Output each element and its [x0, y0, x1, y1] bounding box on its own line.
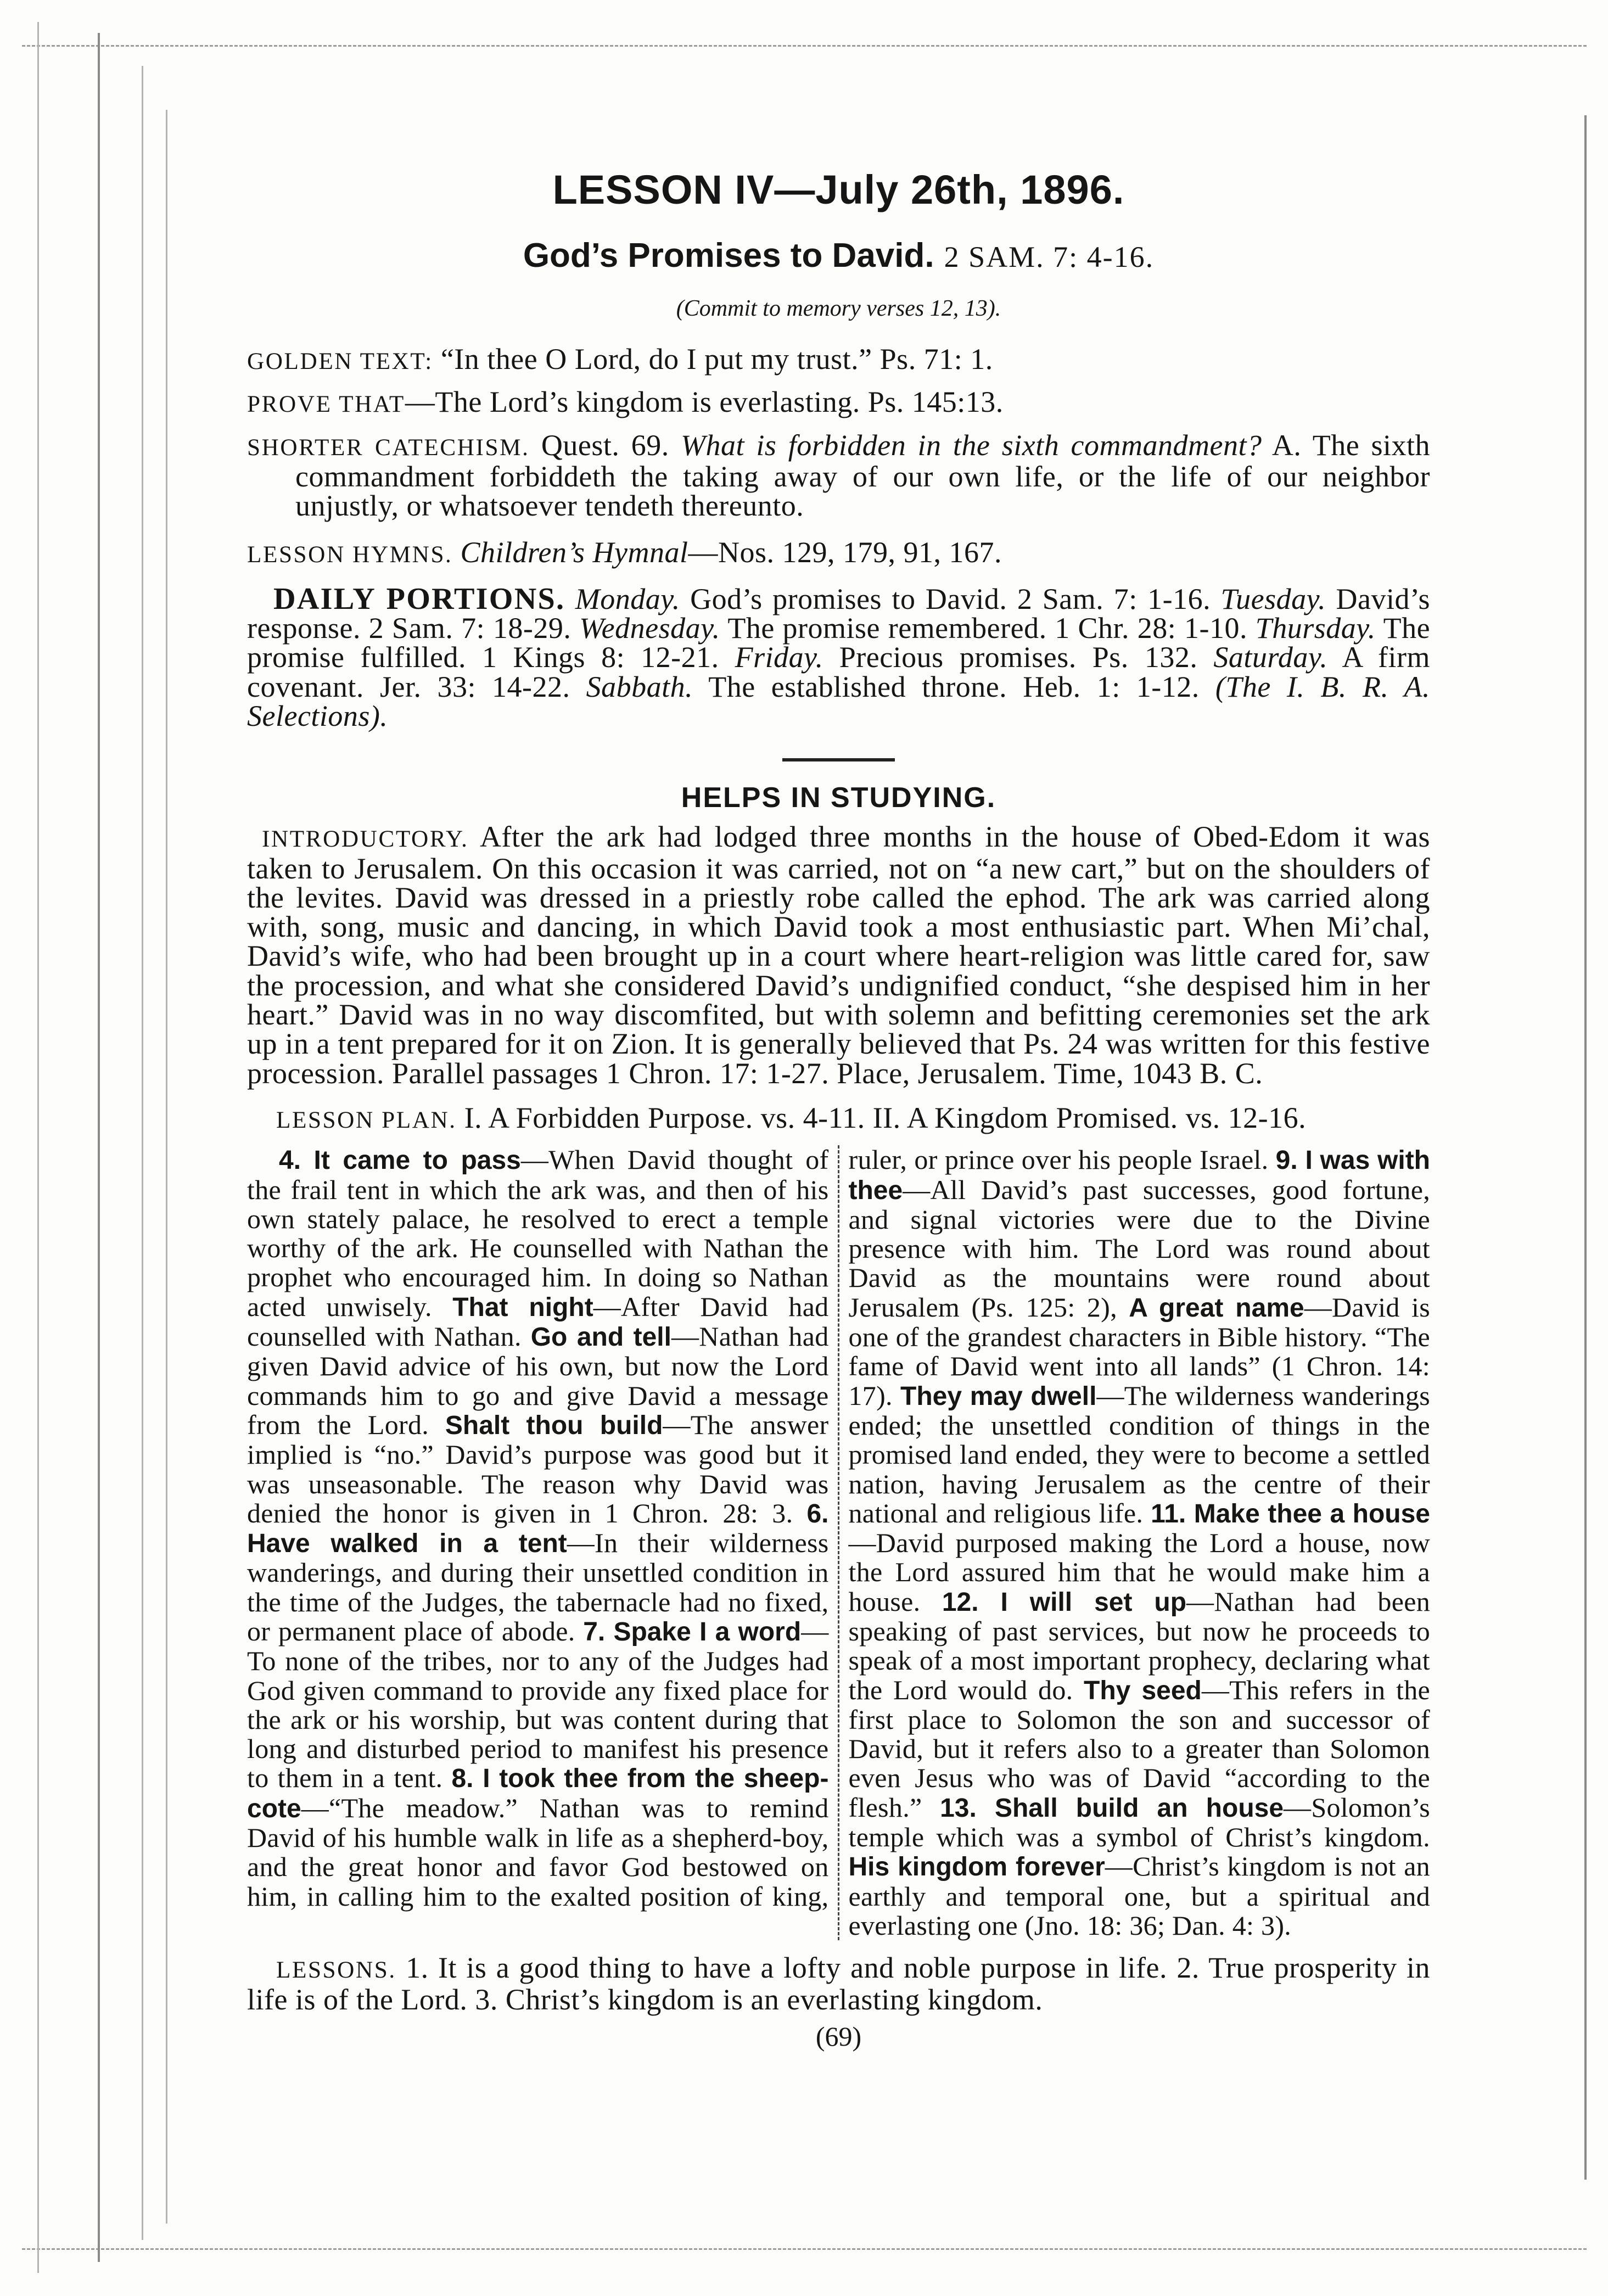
- day-reading: David’s response. 2 Sam. 7: 18-29.: [247, 582, 1431, 645]
- day-name: Sabbath.: [586, 670, 693, 703]
- helps-heading: HELPS IN STUDYING.: [681, 782, 996, 814]
- introductory-text: After the ark had lodged three months in the house of Obed-Edom it was taken to Jerusalem. On this occasion it was carried, not on “a new cart,” but on the shoulders of the levites. David was dressed in a priestly robe called the ephod. The ark was carried along with, song, music and dancing, in which David took a most enthusiastic part. When Mi’chal, David’s wife, who had been brought up in a court where heart-religion was little cared for, saw the procession, and what she considered David’s undignified conduct, “she despised him in her heart.” David was in no way discomfited, but with solemn and befitting ceremonies set the ark up in a tent prepared for it on Zion. It is generally believed that Ps. 24 was written for this festive procession. Parallel passages 1 Chron. 17: 1-27. Place, Jerusalem. Time, 1043 B. C.: [247, 820, 1430, 1090]
- prove-that-body: —The Lord’s kingdom is everlasting. Ps. 145:13.: [405, 385, 1004, 419]
- note-headword: 13. Shall build an house: [940, 1793, 1284, 1823]
- note-text: —After David had counselled with Nathan.: [247, 1291, 829, 1352]
- golden-text-body: “In thee O Lord, do I put my trust.” Ps. 71: 1.: [440, 343, 993, 376]
- note-headword: That night: [452, 1292, 593, 1322]
- day-reading: Precious promises. Ps. 132.: [839, 641, 1198, 674]
- lesson-hymns: [247, 538, 1430, 569]
- note-text: —The answer implied is “no.” David’s purpose was good but it was unseasonable. The reason why David was denied the honor is given in 1 Chron. 28: 3.: [247, 1409, 829, 1528]
- verse-notes: [247, 1145, 1430, 1940]
- note-headword: 6. Have walked in a tent: [247, 1499, 829, 1559]
- catechism-label: SHORTER CATECHISM.: [247, 434, 530, 461]
- day-name: Saturday.: [1213, 641, 1328, 674]
- note-headword: 7. Spake I a word: [583, 1617, 802, 1647]
- hymnal-title: Children’s Hymnal: [460, 536, 688, 569]
- day-reading: A firm covenant. Jer. 33: 14-22.: [247, 641, 1430, 703]
- note-text: —Nathan had been speaking of past services, but now he proceeds to speak of a most important prophecy, declaring what the Lord would do.: [848, 1586, 1430, 1705]
- day-reading: The promise remembered. 1 Chr. 28: 1-10.: [727, 612, 1248, 645]
- note-headword: 8. I took thee from the sheep-cote: [247, 1764, 829, 1823]
- note-text: —Solomon’s temple which was a symbol of Christ’s kingdom.: [848, 1791, 1430, 1853]
- scan-edge-top: [22, 45, 1587, 47]
- note-text: —David purposed making the Lord a house, now the Lord assured him that he would make him a house.: [848, 1527, 1430, 1617]
- daily-portions-label: DAILY PORTIONS.: [273, 581, 565, 616]
- note-headword: A great name: [1129, 1293, 1304, 1323]
- catechism-quest: Quest. 69.: [541, 428, 669, 462]
- selections-credit: (The I. B. R. A. Selections).: [247, 670, 1431, 732]
- lesson-plan-text: I. A Forbidden Purpose. vs. 4-11. II. A Kingdom Promised. vs. 12-16.: [464, 1101, 1307, 1134]
- note-text: —“The meadow.” Nathan was to remind David of his humble walk in life as a shepherd-boy, and the great honor and favor God bestowed on him, in calling him to the exalted position of king, ruler, or prince over his people Israel.: [247, 1144, 1269, 1912]
- scan-binding-line: [98, 33, 100, 2262]
- day-name: Friday.: [735, 641, 823, 674]
- day-name: Wednesday.: [579, 612, 720, 645]
- note-headword: 12. I will set up: [942, 1587, 1187, 1617]
- lesson-subtitle-text: God’s Promises to David.: [523, 237, 934, 275]
- day-reading: The established throne. Heb. 1: 1-12.: [708, 670, 1200, 703]
- note-text: —When David thought of the frail tent in which the ark was, and then of his own stately palace, he resolved to erect a temple worthy of the ark. He counselled with Nathan the prophet who encouraged him. In doing so Nathan acted unwisely.: [247, 1144, 829, 1322]
- scan-edge-right: [1584, 115, 1587, 2180]
- note-headword: 9. I was with thee: [848, 1146, 1430, 1205]
- note: [849, 1792, 1431, 1852]
- catechism-answer: A. The sixth commandment forbiddeth the taking away of our own life, or the life of our neighbor unjustly, or whatsoever tendeth thereunto.: [295, 428, 1431, 523]
- note-headword: They may dwell: [900, 1381, 1097, 1411]
- golden-text: [247, 345, 1430, 376]
- day-reading: God’s promises to David. 2 Sam. 7: 1-16.: [690, 582, 1211, 615]
- introductory: [247, 822, 1430, 1088]
- shorter-catechism: [247, 428, 1431, 523]
- lesson-page: [247, 165, 1430, 2051]
- lesson-title: LESSON IV—July 26th, 1896.: [552, 167, 1125, 212]
- note-text: —Christ’s kingdom is not an earthly and temporal one, but a spiritual and everlasting one (Jno. 18: 36; Dan. 4: 3).: [848, 1851, 1430, 1941]
- note-text: —This refers in the first place to Solomon the son and successor of David, but it refers also to a greater than Solomon even Jesus who was of David “according to the flesh.”: [848, 1674, 1430, 1823]
- hymns-label: LESSON HYMNS.: [247, 542, 453, 568]
- note-headword: His kingdom forever: [848, 1852, 1105, 1882]
- note-text: —In their wilderness wanderings, and during their unsettled condition in the time of the Judges, the tabernacle had no fixed, or permanent place of abode.: [247, 1527, 829, 1647]
- prove-that: [247, 385, 1430, 419]
- lesson-plan: [247, 1101, 1430, 1135]
- day-name: Tuesday.: [1220, 582, 1326, 615]
- day-name: Monday.: [575, 582, 680, 615]
- note-text: —David is one of the grandest characters in Bible history. “The fame of David went into all lands” (1 Chron. 14: 17).: [848, 1291, 1430, 1411]
- note-headword: Shalt thou build: [445, 1410, 663, 1440]
- page-number: (69): [815, 2020, 862, 2052]
- scan-binding-line: [142, 66, 143, 2240]
- lessons-label: LESSONS.: [276, 1957, 396, 1984]
- note: [849, 1851, 1431, 1941]
- memory-verses-note: (Commit to memory verses 12, 13).: [676, 296, 1001, 321]
- section-divider: [782, 758, 895, 761]
- note-text: —The wilderness wanderings ended; the unsettled condition of things in the promised land ended, they were to become a settled nation, having Jerusalem as the centre of their national and religious life.: [848, 1380, 1431, 1528]
- scan-binding-line: [166, 110, 167, 2224]
- day-name: Thursday.: [1255, 612, 1376, 645]
- introductory-label: INTRODUCTORY.: [262, 826, 469, 853]
- note-text: —To none of the tribes, nor to any of the Judges had God given command to provide any fixed place for the ark or his worship, but was content during that long and disturbed period to manifest his presence to them in a tent.: [247, 1615, 829, 1794]
- golden-text-label: GOLDEN TEXT:: [247, 349, 433, 374]
- hymn-numbers: —Nos. 129, 179, 91, 167.: [688, 536, 1002, 569]
- note-text: —All David’s past successes, good fortune, and signal victories were due to the Divine presence with him. The Lord was round about David as the mountains were round about Jerusalem (Ps. 125: 2),: [848, 1174, 1430, 1323]
- lesson-plan-label: LESSON PLAN.: [276, 1107, 457, 1133]
- daily-portions: [247, 581, 1431, 732]
- note-headword: 4. It came to pass: [279, 1146, 521, 1175]
- scan-edge-bottom: [22, 2248, 1587, 2250]
- lessons: [247, 1953, 1430, 2014]
- prove-that-label: PROVE THAT: [247, 391, 405, 418]
- day-reading: The promise fulfilled. 1 Kings 8: 12-21.: [247, 612, 1431, 674]
- note-headword: Thy seed: [1084, 1676, 1202, 1705]
- lessons-text: 1. It is a good thing to have a lofty and noble purpose in life. 2. True prosperity in life is of the Lord. 3. Christ’s kingdom is an everlasting kingdom.: [247, 1951, 1430, 2016]
- lesson-subtitle: [247, 235, 1430, 285]
- note-headword: 11. Make thee a house: [1151, 1499, 1430, 1528]
- scripture-reference: 2 SAM. 7: 4-16.: [944, 240, 1155, 273]
- note-text: —Nathan had given David advice of his own, but now the Lord commands him to go and give David a message from the Lord.: [247, 1321, 829, 1440]
- scan-binding-line: [37, 22, 39, 2273]
- catechism-question: What is forbidden in the sixth commandment?: [681, 428, 1262, 462]
- note-headword: Go and tell: [530, 1323, 671, 1352]
